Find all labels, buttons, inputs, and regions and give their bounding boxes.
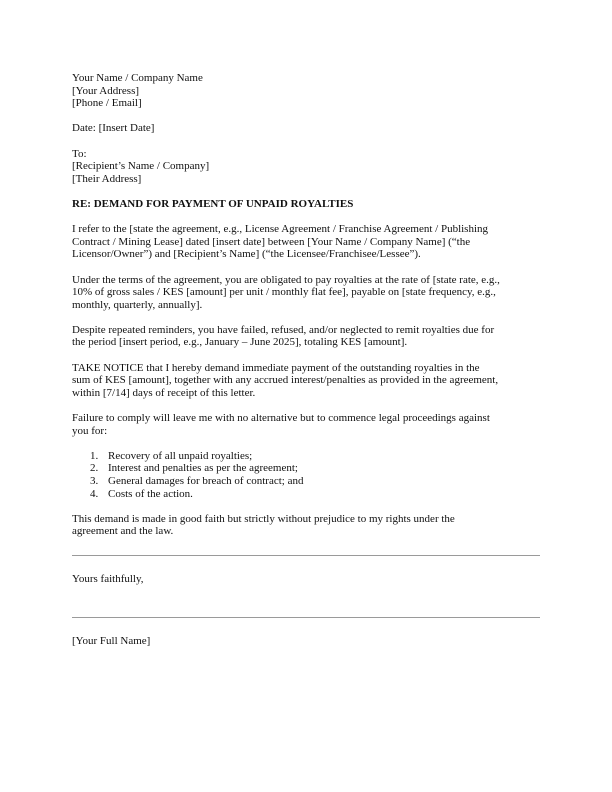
list-item-text: General damages for breach of contract; and bbox=[108, 475, 304, 487]
sender-block bbox=[72, 72, 542, 110]
sender-address: [Your Address] bbox=[72, 84, 140, 97]
paragraph-line: the period [insert period, e.g., January – June 2025], totaling KES [amount]. bbox=[72, 336, 408, 349]
sender-contact: [Phone / Email] bbox=[72, 97, 142, 110]
paragraph-line: sum of KES [amount], together with any accrued interest/penalties as provided in the agreement, bbox=[72, 374, 499, 387]
list-item bbox=[72, 462, 542, 475]
paragraph-line: Despite repeated reminders, you have failed, refused, and/or neglected to remit royalties due for bbox=[72, 323, 495, 336]
list-item-number: 4. bbox=[90, 487, 99, 500]
closing-salutation: Yours faithfully, bbox=[72, 572, 144, 585]
paragraph-line: monthly, quarterly, annually]. bbox=[72, 298, 203, 311]
paragraph-agreement-reference bbox=[72, 223, 540, 261]
paragraph-line: within [7/14] days of receipt of this letter. bbox=[72, 386, 256, 399]
recipient-to-label: To: bbox=[72, 147, 87, 160]
subject-line: RE: DEMAND FOR PAYMENT OF UNPAID ROYALTIES bbox=[72, 197, 354, 210]
paragraph-line: Failure to comply will leave me with no alternative but to commence legal proceedings against bbox=[72, 412, 490, 425]
list-item bbox=[72, 475, 542, 488]
sender-name: Your Name / Company Name bbox=[72, 72, 203, 84]
paragraph-consequence bbox=[72, 412, 540, 437]
paragraph-without-prejudice bbox=[72, 513, 540, 538]
paragraph-line: I refer to the [state the agreement, e.g., License Agreement / Franchise Agreement / Publishing bbox=[72, 223, 489, 236]
recipient-block bbox=[72, 148, 542, 186]
list-item-text: Costs of the action. bbox=[108, 487, 193, 500]
signature-block bbox=[72, 635, 542, 648]
letter-page bbox=[72, 72, 542, 647]
paragraph-line: you for: bbox=[72, 424, 108, 437]
recipient-name: [Recipient’s Name / Company] bbox=[72, 160, 210, 173]
recipient-address: [Their Address] bbox=[72, 172, 142, 185]
list-item-number: 2. bbox=[90, 462, 99, 475]
paragraph-line: TAKE NOTICE that I hereby demand immediate payment of the outstanding royalties in the bbox=[72, 361, 480, 374]
paragraph-line: Under the terms of the agreement, you are obligated to pay royalties at the rate of [state rate, e.g., bbox=[72, 273, 500, 286]
paragraph-line: Contract / Mining Lease] dated [insert date] between [Your Name / Company Name] (“the bbox=[72, 235, 471, 248]
date-line: Date: [Insert Date] bbox=[72, 122, 155, 135]
list-item-text: Interest and penalties as per the agreement; bbox=[108, 462, 298, 475]
list-item-number: 1. bbox=[90, 449, 99, 462]
list-item bbox=[72, 488, 542, 501]
paragraph-line: agreement and the law. bbox=[72, 525, 174, 538]
paragraph-line: 10% of gross sales / KES [amount] per unit / monthly flat fee], payable on [state frequency, e.g., bbox=[72, 286, 496, 299]
closing-block bbox=[72, 573, 542, 586]
signature-name: [Your Full Name] bbox=[72, 634, 151, 647]
paragraph-line: Licensor/Owner”) and [Recipient’s Name] (“the Licensee/Franchisee/Lessee”). bbox=[72, 248, 421, 261]
paragraph-terms bbox=[72, 274, 540, 312]
paragraph-default bbox=[72, 324, 540, 349]
list-item-number: 3. bbox=[90, 475, 99, 487]
paragraph-line: This demand is made in good faith but strictly without prejudice to my rights under the bbox=[72, 512, 455, 525]
paragraph-notice bbox=[72, 362, 540, 400]
list-item-text: Recovery of all unpaid royalties; bbox=[108, 449, 253, 462]
remedies-list bbox=[72, 450, 542, 500]
list-item bbox=[72, 450, 542, 463]
date-block bbox=[72, 122, 542, 135]
